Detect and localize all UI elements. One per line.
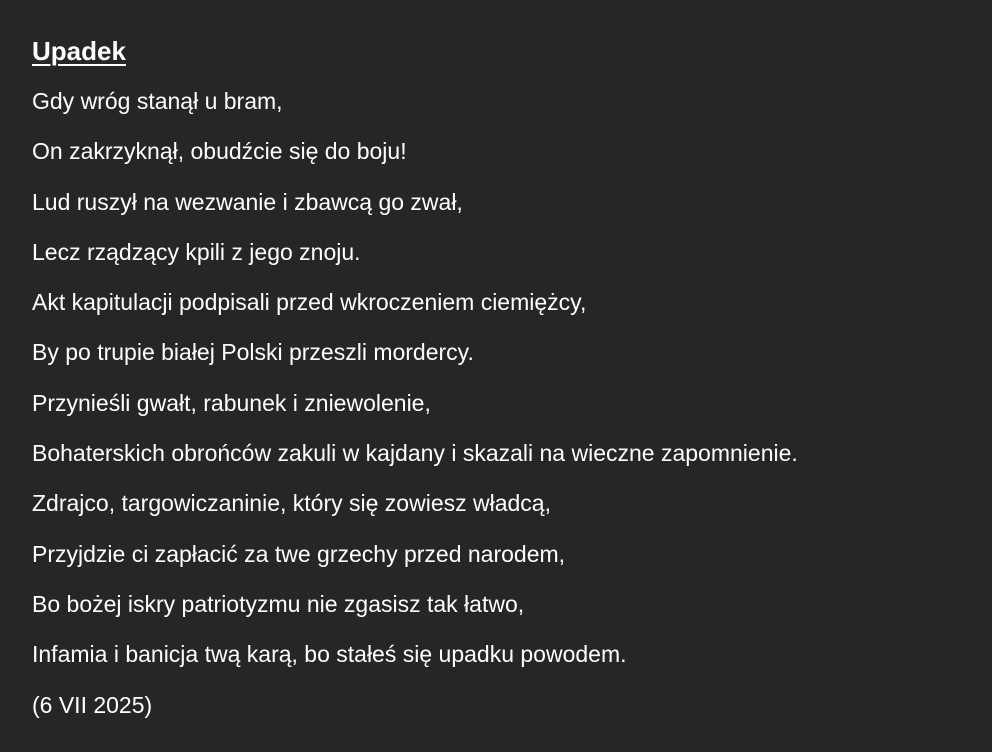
poem-line: Gdy wróg stanął u bram, xyxy=(32,88,283,114)
poem-line: On zakrzyknął, obudźcie się do boju! xyxy=(32,138,407,165)
poem-line: Lecz rządzący kpili z jego znoju. xyxy=(32,238,361,265)
poem-date: (6 VII 2025) xyxy=(32,691,153,718)
poem-line: Zdrajco, targowiczaninie, który się zowiesz władcą, xyxy=(32,490,551,517)
poem-line: Akt kapitulacji podpisali przed wkroczeniem ciemiężcy, xyxy=(32,289,587,316)
poem-line: Bo bożej iskry patriotyzmu nie zgasisz tak łatwo, xyxy=(32,590,525,617)
poem-title: Upadek xyxy=(32,36,126,66)
poem-line: Infamia i banicja twą karą, bo stałeś się upadku powodem. xyxy=(32,641,627,668)
poem-line: By po trupie białej Polski przeszli mordercy. xyxy=(32,339,474,366)
poem-line: Lud ruszył na wezwanie i zbawcą go zwał, xyxy=(32,188,463,215)
poem-line: Przyjdzie ci zapłacić za twe grzechy przed narodem, xyxy=(32,540,566,567)
poem-line: Bohaterskich obrońców zakuli w kajdany i skazali na wieczne zapomnienie. xyxy=(32,440,798,467)
poem-body xyxy=(32,76,960,730)
poem-line: Przynieśli gwałt, rabunek i zniewolenie, xyxy=(32,389,431,416)
